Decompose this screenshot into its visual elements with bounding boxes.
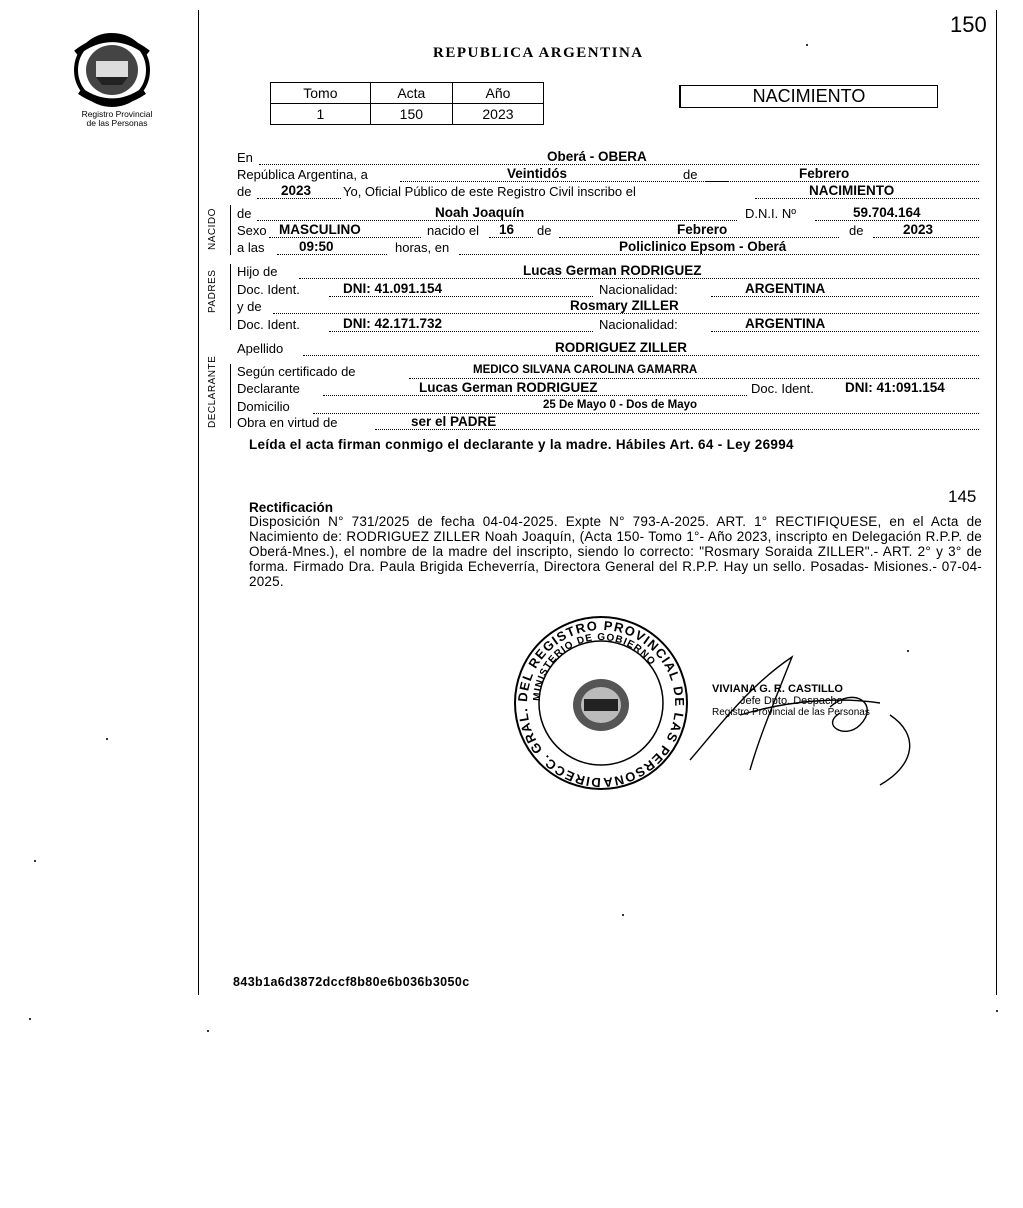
official-seal xyxy=(510,613,692,793)
line-obra xyxy=(237,414,979,432)
label-padre-doc: Doc. Ident. xyxy=(237,282,300,297)
page-number: 150 xyxy=(950,12,987,37)
label-republica: República Argentina, a xyxy=(237,167,368,182)
label-domicilio: Domicilio xyxy=(237,399,290,414)
value-declarante: Lucas German RODRIGUEZ xyxy=(419,380,598,395)
value-hora: 09:50 xyxy=(299,239,334,254)
label-nacido-el: nacido el xyxy=(427,223,480,238)
label-segun: Según certificado de xyxy=(237,364,356,379)
label-de-anio: de xyxy=(237,184,252,199)
scan-speck xyxy=(106,738,108,740)
value-domicilio: 25 De Mayo 0 - Dos de Mayo xyxy=(543,399,698,411)
reference-table xyxy=(270,82,544,125)
label-madre-doc: Doc. Ident. xyxy=(237,317,300,332)
line-nombre xyxy=(237,205,979,223)
value-lugar: Oberá - OBERA xyxy=(547,149,647,164)
logo-caption-line1: Registro Provincial xyxy=(81,109,153,119)
value-obra: ser el PADRE xyxy=(411,414,497,429)
scan-speck xyxy=(996,1010,998,1012)
line-hora xyxy=(237,239,979,257)
right-margin-line xyxy=(996,10,997,995)
seal-outer-text: DIRECC. GRAL. DEL REGISTRO PROVINCIAL DE LAS PERSONA xyxy=(514,617,688,791)
stamp-line3: Registro Provincial de las Personas xyxy=(712,707,870,718)
value-lugar-nac: Policlinico Epsom - Oberá xyxy=(619,239,787,254)
closing-statement: Leída el acta firman conmigo el declarante y la madre. Hábiles Art. 64 - Ley 26994 xyxy=(249,437,794,452)
label-de-nac-mes: de xyxy=(537,223,552,238)
side-label-padres: PADRES xyxy=(207,269,218,313)
line-apellido xyxy=(237,340,979,358)
value-sexo: MASCULINO xyxy=(279,222,361,237)
ref-header-anio: Año xyxy=(452,83,543,104)
value-padre: Lucas German RODRIGUEZ xyxy=(523,263,702,278)
declarante-bracket xyxy=(230,364,231,428)
value-certificado: MEDICO SILVANA CAROLINA GAMARRA xyxy=(473,364,698,376)
label-a-las: a las xyxy=(237,240,265,255)
province-logo xyxy=(66,33,158,108)
document-title: REPUBLICA ARGENTINA xyxy=(433,45,644,61)
side-label-nacido: NACIDO xyxy=(207,208,218,250)
label-sexo: Sexo xyxy=(237,223,267,238)
label-hijo-de: Hijo de xyxy=(237,264,278,279)
value-acto: NACIMIENTO xyxy=(809,183,895,198)
value-anio: 2023 xyxy=(281,183,312,198)
value-madre-nac: ARGENTINA xyxy=(745,316,826,331)
scan-speck xyxy=(806,44,808,46)
label-declarante-doc: Doc. Ident. xyxy=(751,381,814,396)
line-madre-doc xyxy=(237,316,979,334)
label-y-de: y de xyxy=(237,299,262,314)
line-madre xyxy=(237,298,979,316)
line-declarante xyxy=(237,380,979,398)
document-hash: 843b1a6d3872dccf8b80e6b036b3050c xyxy=(233,975,470,989)
line-padre-doc xyxy=(237,281,979,299)
scan-speck xyxy=(907,650,909,652)
line-padre xyxy=(237,263,979,281)
value-mes: Febrero xyxy=(799,166,850,181)
seal-inner-text: MINISTERIO DE GOBIERNO xyxy=(531,631,658,702)
rectification-heading: Rectificación xyxy=(249,500,334,515)
stamp-line2: Jefe Dpto. Despacho xyxy=(740,695,843,707)
ref-value-acta: 150 xyxy=(370,104,452,125)
label-de-mes: de xyxy=(683,167,698,182)
label-obra: Obra en virtud de xyxy=(237,415,338,430)
scan-speck xyxy=(29,1018,31,1020)
scan-speck xyxy=(622,914,624,916)
value-dni: 59.704.164 xyxy=(853,205,921,220)
label-padre-nac: Nacionalidad: xyxy=(599,282,678,297)
value-nac-anio: 2023 xyxy=(903,222,934,237)
scan-speck xyxy=(207,1030,209,1032)
label-apellido: Apellido xyxy=(237,341,284,356)
line-anio xyxy=(237,183,979,201)
label-yo: Yo, Oficial Público de este Registro Civil inscribo el xyxy=(343,184,636,199)
value-padre-nac: ARGENTINA xyxy=(745,281,826,296)
label-de-nombre: de xyxy=(237,206,252,221)
logo-caption xyxy=(55,110,179,128)
label-de-nac-anio: de xyxy=(849,223,864,238)
value-dia: Veintidós xyxy=(507,166,568,181)
value-madre: Rosmary ZILLER xyxy=(570,298,679,313)
label-madre-nac: Nacionalidad: xyxy=(599,317,678,332)
left-margin-line xyxy=(198,10,199,995)
side-label-declarante: DECLARANTE xyxy=(207,355,218,428)
value-nac-dia: 16 xyxy=(499,222,515,237)
line-sexo xyxy=(237,222,979,240)
record-type-box: NACIMIENTO xyxy=(679,85,938,108)
line-republica xyxy=(237,166,979,184)
nacido-bracket xyxy=(230,205,231,255)
scan-speck xyxy=(34,860,36,862)
label-horas-en: horas, en xyxy=(395,240,450,255)
value-nombre: Noah Joaquín xyxy=(435,205,525,220)
value-nac-mes: Febrero xyxy=(677,222,728,237)
value-apellido: RODRIGUEZ ZILLER xyxy=(555,340,687,355)
stamp-line1: VIVIANA G. R. CASTILLO xyxy=(712,683,843,695)
signature-stamp xyxy=(712,683,870,719)
ref-value-tomo: 1 xyxy=(271,104,371,125)
label-en: En xyxy=(237,150,253,165)
line-en xyxy=(237,149,979,167)
ref-value-anio: 2023 xyxy=(452,104,543,125)
rectification-body: Disposición N° 731/2025 de fecha 04-04-2025. Expte N° 793-A-2025. ART. 1° RECTIFIQUESE, en el Acta de Nacimiento de: RODRIGUEZ ZILLER Noah Joaquín, (Acta 150- Tomo 1°- Año 2023, inscripto en Delegación R.P.P. de Oberá-Mnes.), el nombre de la madre del inscripto, siendo lo correcto: "Rosmary Soraida ZILLER".- ART. 2° y 3° de forma. Firmado Dra. Paula Brigida Echeverría, Directora General del R.P.P. Hay un sello. Posadas- Misiones.- 07-04-2025. xyxy=(249,514,982,589)
padres-bracket xyxy=(230,264,231,330)
value-declarante-doc: DNI: 41:091.154 xyxy=(845,380,945,395)
value-padre-doc: DNI: 41.091.154 xyxy=(343,281,443,296)
ref-header-acta: Acta xyxy=(370,83,452,104)
logo-caption-line2: de las Personas xyxy=(86,118,148,128)
rectification-number: 145 xyxy=(948,487,977,506)
line-certificado xyxy=(237,363,979,381)
label-dni: D.N.I. Nº xyxy=(745,206,796,221)
label-declarante: Declarante xyxy=(237,381,300,396)
value-madre-doc: DNI: 42.171.732 xyxy=(343,316,443,331)
ref-header-tomo: Tomo xyxy=(271,83,371,104)
